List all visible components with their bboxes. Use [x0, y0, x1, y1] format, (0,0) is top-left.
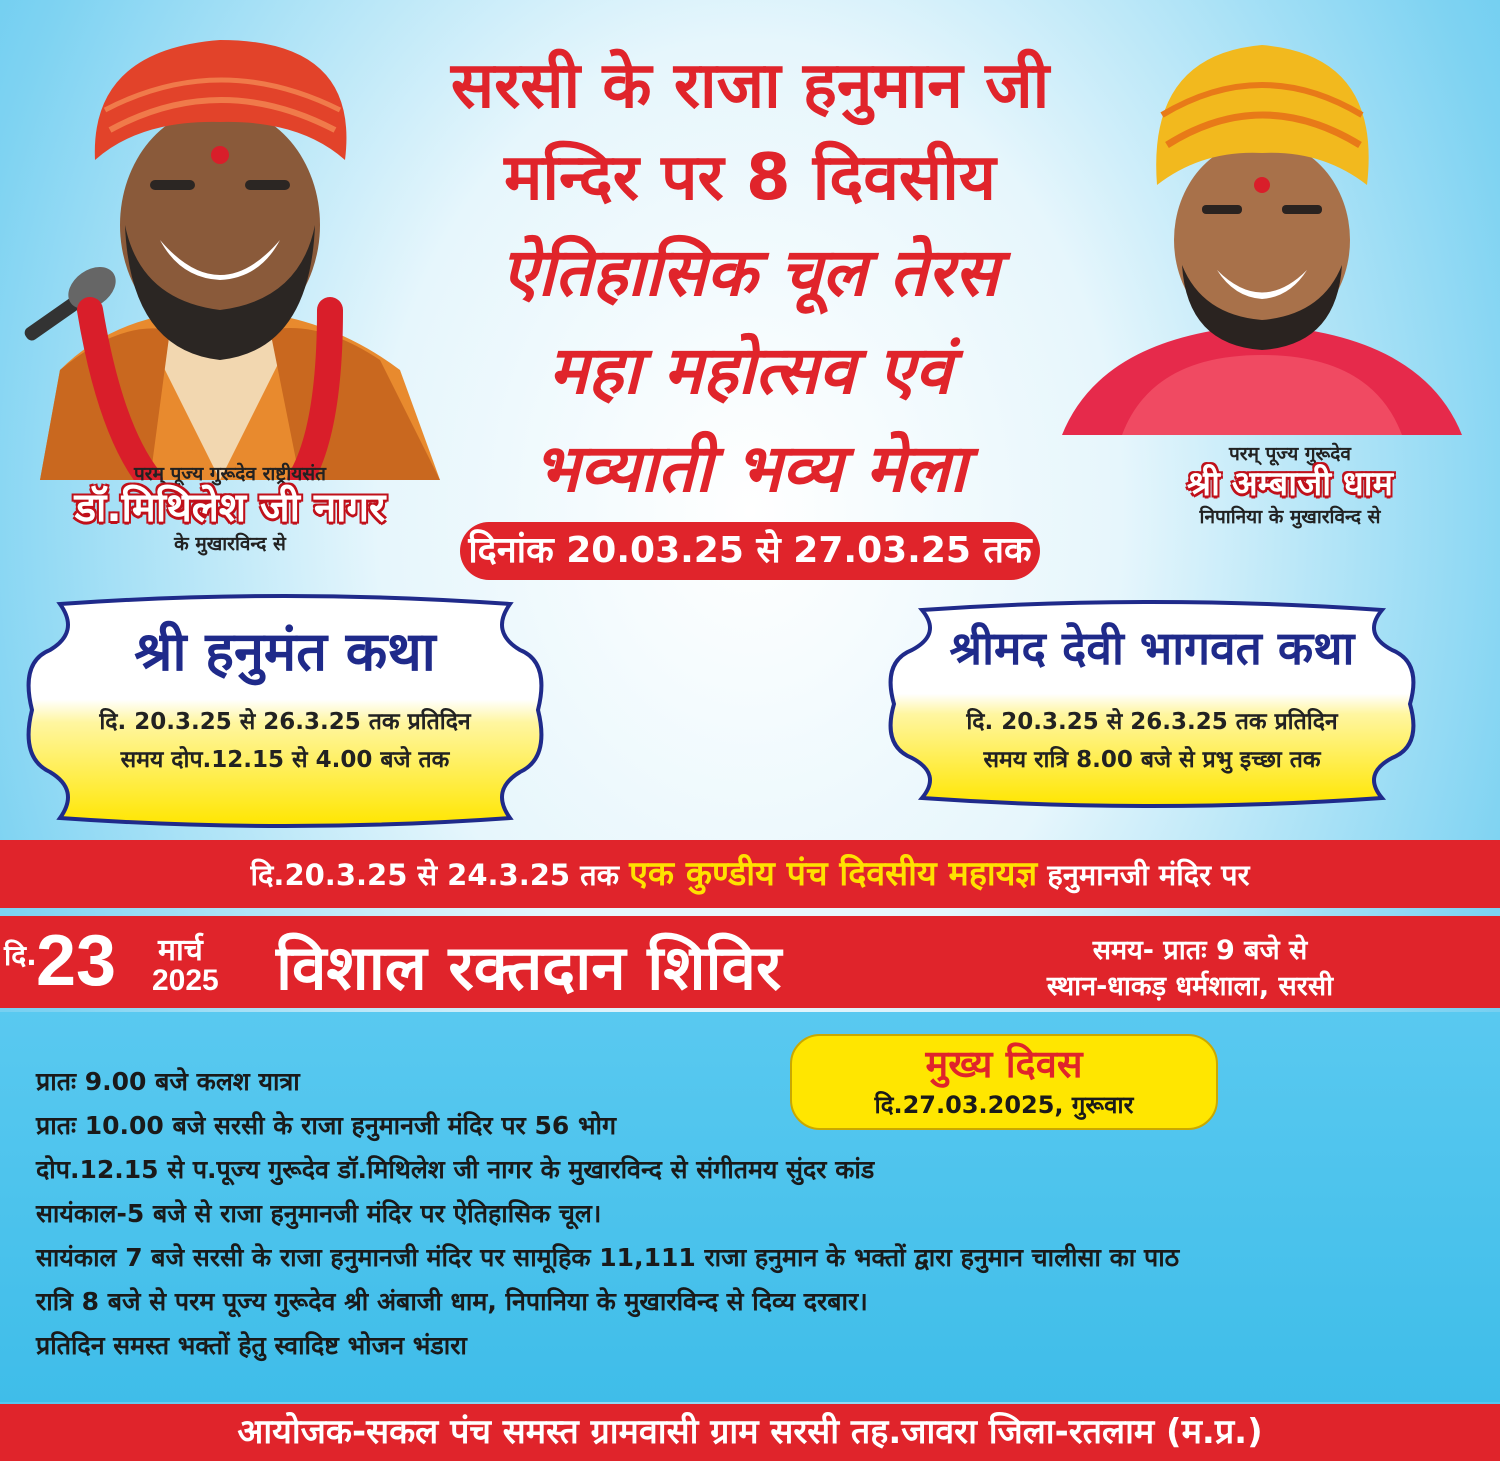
schedule-item: सायंकाल-5 बजे से राजा हनुमानजी मंदिर पर ऐतिहासिक चूल।	[36, 1199, 602, 1228]
main-day-title: मुख्य दिवस	[925, 1042, 1083, 1086]
headline-line-5: भव्याती भव्य मेला	[533, 430, 967, 507]
blood-camp-month: मार्च	[158, 933, 203, 968]
devi-bhagwat-katha-title: श्रीमद देवी भागवत कथा	[949, 621, 1355, 675]
mahayagya-title: एक कुण्डीय पंच दिवसीय महायज्ञ	[629, 854, 1038, 894]
devi-bhagwat-katha-time: समय रात्रि 8.00 बजे से प्रभु इच्छा तक	[983, 747, 1321, 773]
right-guru-suffix: निपानिया के मुखारविन्द से	[1199, 506, 1381, 529]
left-guru-name: डॉ.मिथिलेश जी नागर	[74, 485, 386, 531]
blood-camp-year: 2025	[152, 964, 219, 997]
right-guru-caption	[1140, 440, 1440, 529]
blood-camp-day: 23	[36, 921, 117, 1001]
right-guru-title: परम् पूज्य गुरूदेव	[1229, 443, 1351, 465]
mahayagya-dates: दि.20.3.25 से 24.3.25 तक	[250, 858, 619, 892]
mahayagya-band	[0, 840, 1500, 908]
schedule-item: दोप.12.15 से प.पूज्य गुरूदेव डॉ.मिथिलेश जी नागर के मुखारविन्द से संगीतमय सुंदर कांड	[36, 1155, 875, 1184]
organizer-band: आयोजक-सकल पंच समस्त ग्रामवासी ग्राम सरसी तह.जावरा जिला-रतलाम (म.प्र.)	[0, 1404, 1500, 1461]
blood-camp-di: दि.	[4, 939, 37, 972]
devi-bhagwat-katha-dates: दि. 20.3.25 से 26.3.25 तक प्रतिदिन	[966, 709, 1338, 735]
schedule-item: सायंकाल 7 बजे सरसी के राजा हनुमानजी मंदिर पर सामूहिक 11,111 राजा हनुमान के भक्तों द्वारा हनुमान चालीसा का पाठ	[36, 1243, 1180, 1272]
left-guru-title: परम् पूज्य गुरूदेव राष्ट्रीयसंत	[134, 463, 326, 485]
event-dates-pill: दिनांक 20.03.25 से 27.03.25 तक	[460, 522, 1040, 580]
mahayagya-location: हनुमानजी मंदिर पर	[1047, 858, 1250, 892]
left-guru-suffix: के मुखारविन्द से	[174, 533, 286, 555]
main-day-schedule	[0, 1012, 1500, 1402]
headline-line-1: सरसी के राजा हनुमान जी	[450, 49, 1050, 123]
headline	[330, 40, 1170, 518]
schedule-item: प्रातः 9.00 बजे कलश यात्रा	[36, 1067, 300, 1096]
schedule-item: प्रतिदिन समस्त भक्तों हेतु स्वादिष्ट भोजन भंडारा	[36, 1331, 467, 1360]
schedule-item: रात्रि 8 बजे से परम पूज्य गुरूदेव श्री अंबाजी धाम, निपानिया के मुखारविन्द से दिव्य दरबार।	[36, 1287, 868, 1316]
microphone-icon	[22, 258, 123, 342]
blood-camp-title: विशाल रक्तदान शिविर	[276, 931, 782, 1004]
schedule-item: प्रातः 10.00 बजे सरसी के राजा हनुमानजी मंदिर पर 56 भोग	[36, 1111, 617, 1140]
hanumant-katha-box	[20, 592, 550, 830]
blood-donation-band	[0, 916, 1500, 1008]
headline-line-2: मन्दिर पर 8 दिवसीय	[504, 141, 996, 215]
devi-bhagwat-katha-box	[882, 598, 1422, 810]
blood-camp-place: स्थान-धाकड़ धर्मशाला, सरसी	[1046, 971, 1334, 1002]
hanumant-katha-title: श्री हनुमंत कथा	[134, 620, 436, 683]
headline-line-3: ऐतिहासिक चूल तेरस	[501, 234, 999, 311]
main-day-date: दि.27.03.2025, गुरूवार	[874, 1091, 1134, 1119]
hanumant-katha-dates: दि. 20.3.25 से 26.3.25 तक प्रतिदिन	[99, 709, 471, 735]
headline-line-4: महा महोत्सव एवं	[548, 332, 952, 409]
schedule-list	[36, 1060, 1476, 1368]
hanumant-katha-time: समय दोप.12.15 से 4.00 बजे तक	[120, 747, 450, 773]
right-guru-name: श्री अम्बाजी धाम	[1187, 464, 1393, 504]
blood-camp-time: समय- प्रातः 9 बजे से	[1092, 935, 1308, 966]
